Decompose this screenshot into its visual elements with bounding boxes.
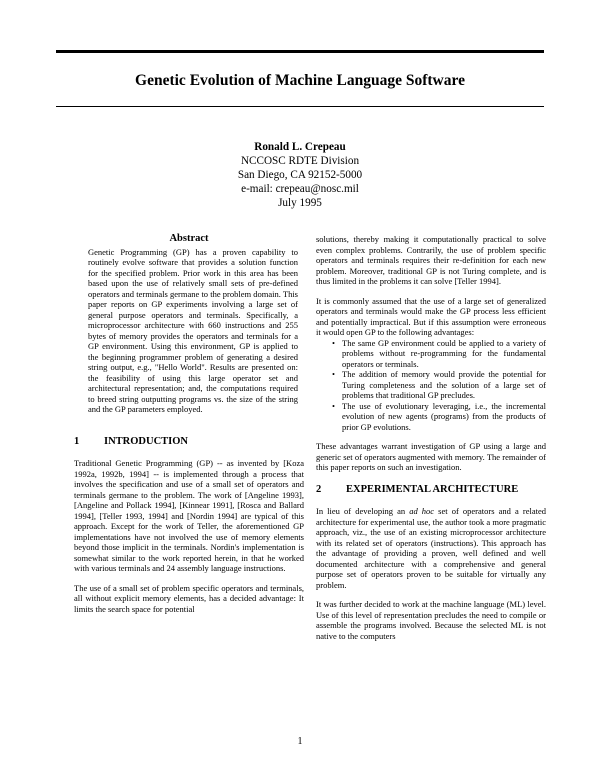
advantage-item: • The addition of memory would provide the potential for Turing completeness and the solution of a large set of problems that traditional GP precludes. [330, 369, 546, 401]
section-1-number: 1 [74, 435, 80, 447]
author-block [56, 140, 544, 210]
paper-date: July 1995 [278, 197, 322, 209]
advantage-item: • The use of evolutionary leveraging, i.e., the incremental evolution of new agents (programs) from the products of prior GP evolutions. [330, 401, 546, 433]
section-2-number: 2 [316, 483, 322, 495]
right-column [316, 234, 546, 641]
title-rule [56, 106, 544, 107]
author-email: e-mail: crepeau@nosc.mil [241, 183, 359, 195]
abstract-heading: Abstract [169, 233, 209, 244]
author-affiliation: NCCOSC RDTE Division [240, 155, 360, 167]
section-1-title: INTRODUCTION [104, 435, 189, 447]
section-2-title: EXPERIMENTAL ARCHITECTURE [346, 483, 519, 495]
author-address: San Diego, CA 92152-5000 [237, 169, 363, 181]
intro-paragraph-5: These advantages warrant investigation of GP using a large and generic set of operators augmented with memory. The remainder of this paper reports on such an investigation. [316, 441, 546, 472]
abstract-text: Genetic Programming (GP) has a proven capability to routinely evolve software that provides a solution function for the specified problem. Prior work in this area has been based upon the use of relatively small sets of pre-defined operators and terminals germane to the problem domain. This paper reports on GP experiments involving a large set of general purpose operators and terminals. Specifically, a microprocessor architecture with 660 instructions and 255 bytes of memory provides the operators and terminals for a GP environment. Using this environment, GP is applied to the beginning programmer problem of generating a desired string output, e.g., "Hello World". Results are presented on: the feasibility of using this large operator set and architectural representation; and, the computations required to breed string outputting programs vs. the size of the string and the GP parameters employed. [88, 246, 298, 414]
advantages-list [316, 338, 546, 433]
section-2-heading [316, 485, 546, 496]
page-number: 1 [297, 736, 303, 747]
author-name: Ronald L. Crepeau [254, 141, 346, 153]
advantage-item: • The same GP environment could be applied to a variety of problems without re-programming for the fundamental operators or terminals. [330, 338, 546, 370]
left-column [74, 234, 304, 614]
architecture-text-a: In lieu of developing an [316, 506, 410, 516]
intro-paragraph-3: solutions, thereby making it computationally practical to solve even complex problems. Contrarily, the use of problem specific operators and terminals requires their re-definition for each new problem. Moreover, traditional GP is not Turing complete, and is thus limited in the problems it can solve [Teller 1994]. [316, 234, 546, 286]
intro-paragraph-4: It is commonly assumed that the use of a large set of generalized operators and terminals would make the GP process less efficient and potentially impractical. But if this assumption were erroneous it would open GP to the following advantages: [316, 295, 546, 337]
section-1-heading [74, 437, 304, 448]
architecture-paragraph-2: It was further decided to work at the machine language (ML) level. Use of this level of representation precludes the need to compile or assemble the programs involved. Because the selected ML is not native to the computers [316, 599, 546, 641]
intro-paragraph-2: The use of a small set of problem specific operators and terminals, all without explicit memory elements, has a decided advantage: It limits the search space for potential [74, 582, 304, 614]
intro-paragraph-1: Traditional Genetic Programming (GP) -- as invented by [Koza 1992a, 1992b, 1994] -- is implemented through a process that involves the specification and use of a small set of operators and terminals germane to the problem. The work of [Angeline 1993], [Angeline and Pollack 1994], [Kinnear 1991], [Rosca and Ballard 1994], [Teller 1993, 1994] and [Nordin 1994] are typical of this approach. Except for the work of Teller, the aforementioned GP implementations have not involved the use of memory elements beyond those implicit in the terminals. Nordin's implementation is somewhat similar to the work reported herein, in that he worked with various terminals and 24 assembly language instructions. [74, 458, 304, 573]
top-rule [56, 50, 544, 53]
paper-title: Genetic Evolution of Machine Language Software [135, 72, 465, 89]
architecture-paragraph-1 [316, 506, 546, 590]
architecture-text-em: ad hoc [409, 506, 435, 516]
architecture-text-b: set of operators and a related architecture for experimental use, the author took a more pragmatic approach, viz., the use of an existing microprocessor architecture with its related set of operators (instructions). This approach has the advantage of providing a proven, well defined and well documented architecture with a comprehensive and general purpose set of operators proven to be suitable for virtually any problem. [316, 506, 546, 590]
